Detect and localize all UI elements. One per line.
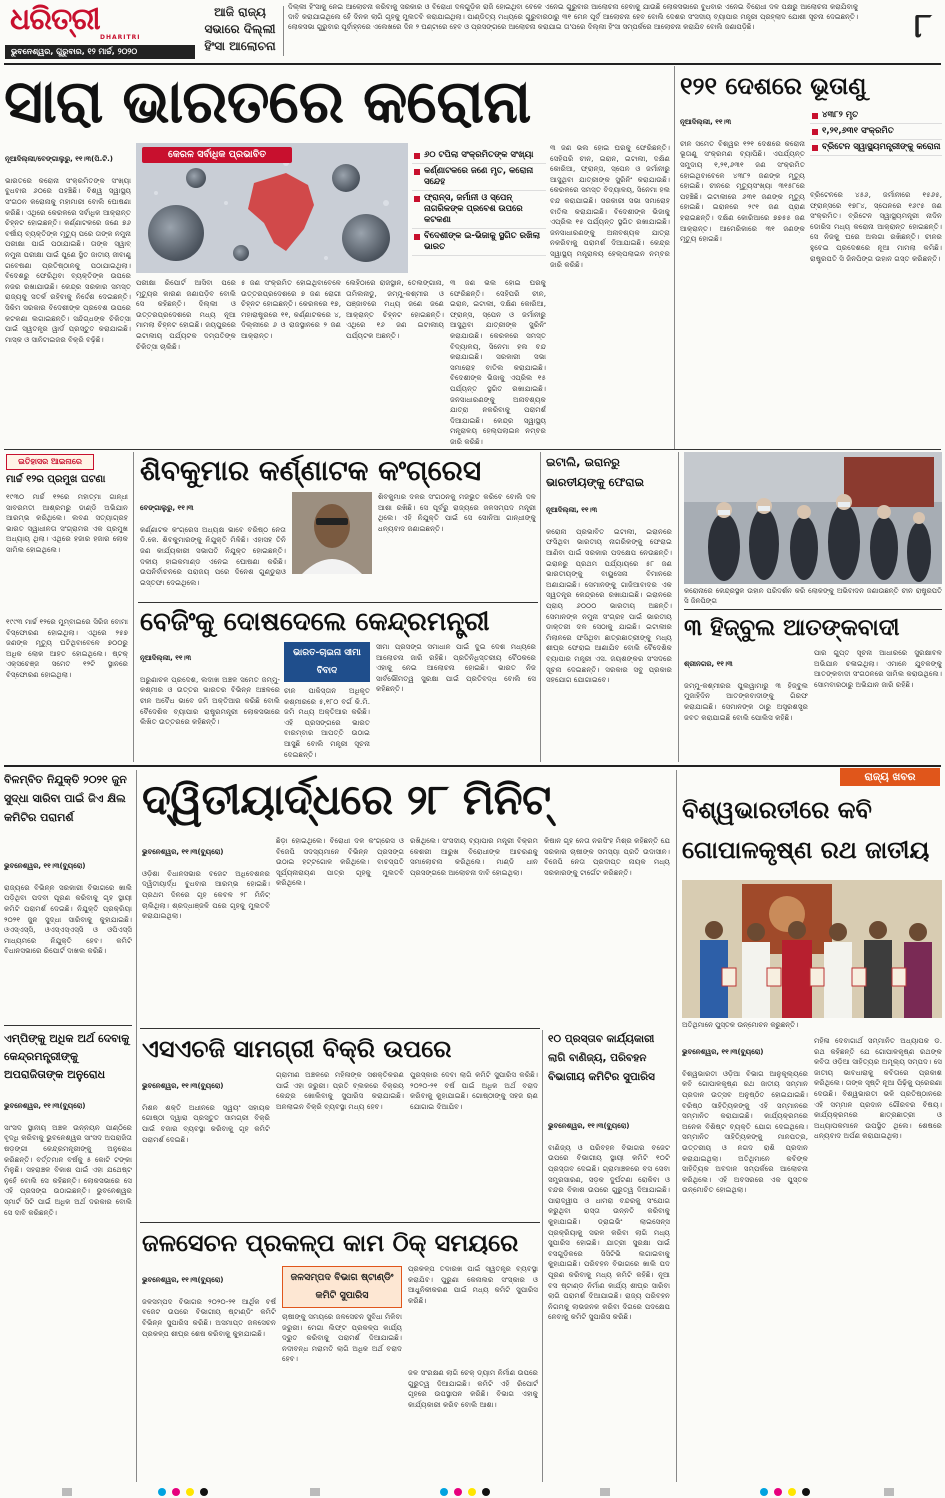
irrigation-headline: ଜଳସେଚନ ପ୍ରକଳ୍ପ କାମ ଠିକ୍ ସମୟରେ bbox=[142, 1229, 519, 1257]
world-bullet: ୧,୨୧,୬୩୧ ସଂକ୍ରମିତ bbox=[810, 124, 942, 140]
mps-text-body: ସାଂସଦ ସ୍ଥାନୀୟ ଅଞ୍ଚଳ ଉନ୍ନୟନ ପାଣ୍ଠିରେ ବୃଦ୍ଧି କରିବାକୁ ଭୁବନେଶ୍ୱର ସାଂସଦ ଅପରାଜିତା ଷଡ଼ଙ୍ଗୀ କେନ୍ଦ୍ରମନ୍ତ୍ରୀଙ୍କୁ ଅନୁରୋଧ କରିଛନ୍ତି। ବର୍ତ୍ତମାନ ବର୍ଷକୁ ୫ କୋଟି ଟଙ୍କା ମିଳୁଛି। ସହରାଞ୍ଚଳ ବିକାଶ ପାଇଁ ଏହା ଯଥେଷ୍ଟ ନୁହେଁ ବୋଲି ସେ କହିଛନ୍ତି। ଲୋକସଭାରେ ସେ ଏହି ପ୍ରସଙ୍ଗ ଉଠାଇଛନ୍ତି। ଭୁବନେଶ୍ୱର ସ୍ମାର୍ଟ ସିଟି ପାଇଁ ଅଧିକ ଅର୍ଥ ଦରକାର ବୋଲି ସେ ଦାବି କରିଛନ୍ତି। bbox=[4, 1122, 132, 1217]
masthead-logo: ଧରିତ୍ରୀ bbox=[10, 2, 100, 37]
beijing-col-1-text: ଅରୁଣାଚଳ ପ୍ରଦେଶ, ଲଦାଖ ଅଞ୍ଚଳ ସମେତ ଜମ୍ମୁ-କଶ୍ମୀର ଓ ଉତ୍ତର ଭାରତର ବିଭିନ୍ନ ଅଞ୍ଚଳରେ ଚୀନ ଅବୈଧ ଭାବେ ଜମି ଅକ୍ତିଆର କରିଛି ବୋଲି ବୈଦେଶିକ ବ୍ୟାପାର ରାଷ୍ଟ୍ରମନ୍ତ୍ରୀ ଲୋକସଭାରେ ଲିଖିତ ଉତ୍ତରରେ କହିଛନ୍ତି। bbox=[140, 674, 280, 727]
assembly-dateline: ଭୁବନେଶ୍ୱର, ୧୧।୩(ବ୍ୟୁରୋ) bbox=[142, 847, 224, 856]
proposal-dateline: ଭୁବନେଶ୍ୱର, ୧୧।୩(ବ୍ୟୁରୋ) bbox=[548, 1121, 630, 1130]
award-col-1 bbox=[682, 1036, 808, 1482]
shivakumar-headline: ଶିବକୁମାର କର୍ଣ୍ଣାଟକ କଂଗ୍ରେସ bbox=[140, 454, 482, 487]
masthead bbox=[0, 0, 945, 62]
hizbul-col-2: ପାର ଗୁପ୍ତ ସୂଚନା ଆଧାରରେ ସୁରକ୍ଷାବଳ ଅଭିଯାନ ଚଳାଇଥିଲା। ଏମାନେ ଯୁବକଙ୍କୁ ଆତଙ୍କବାଦୀ ସଂଗଠନରେ ସାମିଲ କରାଉଥିଲେ। ସୋମବାରଠାରୁ ଅଭିଯାନ ଜାରି ରହିଛି। bbox=[814, 648, 942, 689]
iran-headline: ଇଟାଲି, ଇରାନରୁ ଭାରତୀୟଙ୍କୁ ଫେରାଇ bbox=[546, 455, 645, 489]
hizbul-dateline: ଶ୍ରୀନଗର, ୧୧।୩ bbox=[684, 659, 733, 668]
world-col-2: ବ୍ରିଟେନରେ ୪୫୬, ଜର୍ମାନୀରେ ୧୫୬୫, ଫ୍ରାନ୍ସରେ ୧୭୮୪, ସ୍ପେନରେ ୧୬୯୫ ଜଣ ସଂକ୍ରମିତ। ବ୍ରିଟେନ ସ୍ୱାସ୍ଥ୍ୟମନ୍ତ୍ରୀ ନାଦିନ ଡୋରିସ ମଧ୍ୟ କରୋନା ଆକ୍ରାନ୍ତ ହୋଇଛନ୍ତି। ସେ ନିଜକୁ ଘରେ ଅଲଗା ରଖିଛନ୍ତି। ଚୀନର ହୁବେଇ ପ୍ରଦେଶରେ ନୂଆ ମାମଲା କମିଛି। ରାଷ୍ଟ୍ରପତି ସି ଜିନପିଙ୍ଗ ଉହାନ ଗସ୍ତ କରିଛନ୍ତି। bbox=[810, 190, 942, 263]
shg-headline: ଏସଏଚଜି ସାମଗ୍ରୀ ବିକ୍ରି ଉପରେ bbox=[142, 1035, 452, 1063]
crowd-photo-icon bbox=[684, 452, 942, 584]
shivakumar-col-1-text: କର୍ଣ୍ଣାଟକ କଂଗ୍ରେସ ଅଧ୍ୟକ୍ଷ ଭାବେ ବରିଷ୍ଠ ନେତା ଡି.କେ. ଶିବକୁମାରଙ୍କୁ ନିଯୁକ୍ତି ମିଳିଛି। ଏହାସହ ତିନି ଜଣ କାର୍ଯ୍ୟକାରୀ ସଭାପତି ନିଯୁକ୍ତ ହୋଇଛନ୍ତି। ଦଳୀୟ ହାଇକମାଣ୍ଡ ଏନେଇ ଘୋଷଣା କରିଛି। ଉପନିର୍ବାଚନରେ ପରାଜୟ ପରେ ଦିନେଶ ଗୁଣ୍ଡୁରାଓ ଇସ୍ତଫା ଦେଇଥିଲେ। bbox=[140, 524, 286, 587]
irrigation-col-1-text: ଜଳସମ୍ପଦ ବିଭାଗର ୨୦୨୦-୨୧ ଆର୍ଥିକ ବର୍ଷ ବଜେଟ ଉପରେ ବିଭାଗୀୟ ଷ୍ଟାଣ୍ଡିଂ କମିଟି ବିଭିନ୍ନ ସୁପାରିସ କରିଛି। ଅସମାପ୍ତ ଜଳସେଚନ ପ୍ରକଳ୍ପ ଶୀଘ୍ର ଶେଷ କରିବାକୁ କୁହାଯାଇଛି। bbox=[142, 1296, 276, 1338]
shg-col-1 bbox=[142, 1070, 270, 1220]
irrigation-col-2: ଚାଷୀଙ୍କୁ ସମୟରେ ଜଳସେଚନ ସୁବିଧା ମିଳିବା ଜରୁରୀ। ମେଗା ଲିଫ୍ଟ ପ୍ରକଳ୍ପ କାର୍ଯ୍ୟ ଦ୍ରୁତ କରିବାକୁ ପରାମର୍ଶ ଦିଆଯାଇଛି। ନଦୀବନ୍ଧ ମରାମତି ଲାଗି ଅଧିକ ଅର୍ଥ ବରାଦ ହେବ। bbox=[282, 1312, 402, 1364]
beijing-col-3: ସୀମା ପ୍ରସଙ୍ଗ ସମାଧାନ ପାଇଁ ଦୁଇ ଦେଶ ମଧ୍ୟରେ ଆଲୋଚନା ଜାରି ରହିଛି। ପ୍ରତିନିଧିସ୍ତରୀୟ ବୈଠକରେ ଏହାକୁ ନେଇ ଆଲୋଚନା ହୋଇଛି। ଭାରତ ନିଜ ସାର୍ବଭୌମତ୍ୱ ସୁରକ୍ଷା ପାଇଁ ପ୍ରତିବଦ୍ଧ ବୋଲି ସେ କହିଛନ୍ତି। bbox=[376, 642, 536, 694]
teaser-title: ଆଜି ରାଜ୍ୟ ସଭାରେ ଦିଲ୍ଲୀ ହିଂସା ଆଲୋଚନା bbox=[204, 5, 276, 53]
shg-col-1-text: ମିଶନ ଶକ୍ତି ଅଧୀନରେ ସ୍ୱୟଂ ସହାୟକ ଗୋଷ୍ଠୀ ଦ୍ୱାରା ପ୍ରସ୍ତୁତ ସାମଗ୍ରୀ ବିକ୍ରି ପାଇଁ ବଜାର ବ୍ୟବସ୍ଥା କରିବାକୁ ଗୃହ କମିଟି ପରାମର୍ଶ ଦେଇଛି। bbox=[142, 1102, 270, 1144]
wuhan-photo-caption: କରୋନାରେ କେନ୍ଦ୍ରସ୍ଥଳ ଉହାନ ପରିଦର୍ଶନ କରି ଲୋକଙ୍କୁ ଅଭିବାଦନ ଜଣାଉଛନ୍ତି ଚୀନ ରାଷ୍ଟ୍ରପତି ସି ଜିନପିଙ୍ଗ bbox=[684, 587, 942, 605]
assembly-col-1-text: ଓଡ଼ିଶା ବିଧାନସଭାର ବଜେଟ ଅଧିବେଶନର ଦ୍ୱିତୀୟାର୍ଦ୍ଧ ବୁଧବାର ଆରମ୍ଭ ହୋଇଛି। ପ୍ରଥମ ଦିନରେ ଗୃହ କେବଳ ୨୮ ମିନିଟ୍ ଚାଲିଥିଲା। ଶ୍ରଦ୍ଧାଞ୍ଜଳି ପରେ ଗୃହକୁ ମୁଲତବି କରାଯାଇଥିଲା। bbox=[142, 868, 270, 921]
lead-bullet: ବିଦେଶୀଙ୍କ ଇ-ଭିଜାକୁ ସ୍ଥଗିତ ରଖିଲା ଭାରତ bbox=[412, 229, 546, 256]
beijing-headline: ବେଜିଂକୁ ଦୋଷଦେଲେ କେନ୍ଦ୍ରମନ୍ତ୍ରୀ bbox=[140, 607, 490, 637]
world-col-1 bbox=[680, 106, 805, 446]
proposal-headline: ୧୦ ପ୍ରସ୍ତାବ କାର୍ଯ୍ୟକାରୀ ଲାଗି ବାଣିଜ୍ୟ, ପରିବହନ ବିଭାଗୀୟ କମିଟିର ସୁପାରିସ bbox=[548, 1033, 655, 1083]
assembly-col-3: ରଖିଥିଲେ। ସଂସଦୀୟ ବ୍ୟାପାର ମନ୍ତ୍ରୀ ବିକ୍ରମ କେଶରୀ ଆରୁଖ ବିରୋଧୀଙ୍କ ଆଚରଣକୁ ସମାଲୋଚନା କରିଥିଲେ। ମାଣ୍ଡି ଧାନ ପ୍ରସଙ୍ଗରେ ଆଲୋଚନା ଦାବି ହୋଇଥିଲା। bbox=[410, 836, 538, 877]
beijing-tag: ଭାରତ-ଚାଇନା ସୀମା ବିବାଦ bbox=[284, 642, 370, 682]
lead-bullet: ଫ୍ରାନ୍ସ, ଜର୍ମାନୀ ଓ ସ୍ପେନ୍ ନାଗରିକଙ୍କ ପ୍ରବେଶ ଉପରେ କଟକଣା bbox=[412, 191, 546, 229]
lead-col-1 bbox=[5, 143, 131, 446]
print-registration-marks bbox=[0, 1486, 945, 1498]
lead-col-2: ପରୀକ୍ଷା ରିପୋର୍ଟ ଆସିବା ପରେ ମୃତ୍ୟୁର କାରଣ ଜଣାପଡ଼ିବ ବୋଲି ସେ କହିଛନ୍ତି। ଦିଲ୍ଲୀ ଓ ଉତ୍ତରପ୍ରଦେଶରେ ମଧ୍ୟ ନୂଆ ମାମଲା ଚିହ୍ନଟ ହୋଇଛି। ଜୟପୁରରେ ଇଟାଲୀୟ ପର୍ଯ୍ୟଟକ ଦମ୍ପତିଙ୍କ ଚିକିତ୍ସା ଚାଲିଛି। bbox=[136, 278, 236, 351]
world-col-1-text: ଚୀନ ସମେତ ବିଶ୍ୱର ୧୨୧ ଦେଶରେ କରୋନା ଭୂତାଣୁ ସଂକ୍ରମଣ ବ୍ୟାପିଛି। ଏପର୍ଯ୍ୟନ୍ତ ସମୁଦାୟ ୧,୨୧,୬୩୧ ଜଣ ସଂକ୍ରମିତ ହୋଇଥିବାବେଳେ ୪୩୮୨ ଜଣଙ୍କ ମୃତ୍ୟୁ ହୋଇଛି। ଚୀନରେ ମୃତ୍ୟୁସଂଖ୍ୟା ୩୧୫୮ରେ ପହଞ୍ଚିଛି। ଇଟାଲୀରେ ୬୩୧ ଜଣଙ୍କ ମୃତ୍ୟୁ ହୋଇଛି। ଇରାନରେ ୨୯୧ ଜଣ ପ୍ରାଣ ହରାଇଛନ୍ତି। ଦକ୍ଷିଣ କୋରିଆରେ ୭୭୫୫ ଜଣ ଆକ୍ରାନ୍ତ। ଆମେରିକାରେ ୩୧ ଜଣଙ୍କ ମୃତ୍ୟୁ ହୋଇଛି। bbox=[680, 138, 805, 244]
lead-col-1-text: ଭାରତରେ କରୋନା ସଂକ୍ରମିତଙ୍କ ସଂଖ୍ୟା ବୁଧବାର ୬୦ରେ ପହଞ୍ଚିଛି। ବିଶ୍ୱ ସ୍ୱାସ୍ଥ୍ୟ ସଂଗଠନ କରୋନାକୁ ମହାମାରୀ ବୋଲି ଘୋଷଣା କରିଛି। ଏଥିରେ କେରଳରେ ସର୍ବାଧିକ ଆକ୍ରାନ୍ତ ଚିହ୍ନଟ ହୋଇଛନ୍ତି। କର୍ଣ୍ଣାଟକରେ ଜଣେ ୭୬ ବର୍ଷୀୟ ବ୍ୟକ୍ତିଙ୍କ ମୃତ୍ୟୁ ପରେ ତାଙ୍କ ନମୁନା ପରୀକ୍ଷା ପାଇଁ ପଠାଯାଇଛି। ତାଙ୍କ ସ୍ୱାବ୍ ନମୁନା ପରୀକ୍ଷା ପାଇଁ ପୁଣେ ସ୍ଥିତ ଜାତୀୟ ଜୀବାଣୁ ଗବେଷଣା ପ୍ରତିଷ୍ଠାନକୁ ପଠାଯାଇଥିଲା। ବିଦେଶରୁ ଫେରିଥିବା ବ୍ୟକ୍ତିଙ୍କ ଉପରେ ନଜର ରଖାଯାଉଛି। କେନ୍ଦ୍ର ସରକାର ସମସ୍ତ ରାଜ୍ୟକୁ ସତର୍କ ରହିବାକୁ ନିର୍ଦ୍ଦେଶ ଦେଇଛନ୍ତି। ସିକିମ ସରକାର ବିଦେଶୀଙ୍କ ପ୍ରବେଶ ଉପରେ କଟକଣା ଲଗାଇଛନ୍ତି। ସନ୍ଦିଗ୍ଧଙ୍କ ଚିକିତ୍ସା ପାଇଁ ସ୍ୱତନ୍ତ୍ର ୱାର୍ଡ ପ୍ରସ୍ତୁତ କରାଯାଇଛି। ମାସ୍କ ଓ ସାନିଟାଇଜର ବିକ୍ରି ବଢ଼ିଛି। bbox=[5, 175, 131, 344]
lead-col-5: ୩ ଜଣ ଭଲ ହୋଇ ଘରକୁ ଫେରିଛନ୍ତି। ସେହିପରି ଚୀନ, ଇରାନ, ଇଟାଲୀ, ଦକ୍ଷିଣ କୋରିଆ, ଫ୍ରାନ୍ସ, ସ୍ପେନ ଓ ଜର୍ମାନୀରୁ ଆସୁଥିବା ଯାତ୍ରୀଙ୍କ ସ୍କ୍ରିନିଂ କରାଯାଉଛି। କେରଳରେ ସମସ୍ତ ବିଦ୍ୟାଳୟ, ସିନେମା ହଲ ବନ୍ଦ କରାଯାଇଛି। ସରକାରୀ ସଭା ସମାରୋହ ବାତିଲ କରାଯାଇଛି। ବିଦେଶୀଙ୍କ ଭିଜାକୁ ଏପ୍ରିଲ ୧୫ ପର୍ଯ୍ୟନ୍ତ ସ୍ଥଗିତ ରଖାଯାଇଛି। ଜନସାଧାରଣଙ୍କୁ ଅନାବଶ୍ୟକ ଯାତ୍ରା ନକରିବାକୁ ପରାମର୍ଶ ଦିଆଯାଇଛି। କେନ୍ଦ୍ର ସ୍ୱାସ୍ଥ୍ୟ ମନ୍ତ୍ରାଳୟ ହେଲ୍ପଲାଇନ ନମ୍ବର ଜାରି କରିଛି। bbox=[550, 143, 670, 269]
masthead-dateline: ଭୁବନେଶ୍ୱର, ଗୁରୁବାର, ୧୨ ମାର୍ଚ୍ଚ, ୨୦୨୦ bbox=[5, 45, 195, 59]
recruitment-text-body: ରାଜ୍ୟରେ ବିଭିନ୍ନ ସରକାରୀ ବିଭାଗରେ ଖାଲି ପଡ଼ିଥିବା ପଦବୀ ପୂରଣ କରିବାକୁ ଗୃହ ସ୍ଥାୟୀ କମିଟି ପରାମର୍ଶ ଦେଇଛି। ନିଯୁକ୍ତି ପ୍ରକ୍ରିୟା ୨୦୨୧ ଜୁନ ସୁଦ୍ଧା ସାରିବାକୁ କୁହାଯାଇଛି। ଓଏସ୍‌ଏସ୍‌ସି, ଓଏସ୍‌ଏସ୍‌ଏସ୍‌ସି ଓ ଓପିଏସ୍‌ସି ମାଧ୍ୟମରେ ନିଯୁକ୍ତି ହେବ। କମିଟି ବିଧାନସଭାରେ ରିପୋର୍ଟ ଦାଖଲ କରିଛି। bbox=[4, 882, 132, 956]
lead-col-4: ଲେହିଠାରେ ରାଜସ୍ଥାନ, ତେଲଙ୍ଗାନା, ତାମିଲନାଡୁ, ଜମ୍ମୁ-କଶ୍ମୀର ଓ ପଞ୍ଜାବରେ ମଧ୍ୟ ଜଣେ ଜଣେ ଆକ୍ରାନ୍ତ ଚିହ୍ନଟ ହୋଇଛନ୍ତି। ଏଥିରେ ୧୬ ଜଣ ଇଟାଲୀୟ ପର୍ଯ୍ୟଟକ ଅଛନ୍ତି। bbox=[346, 278, 444, 340]
wuhan-photo bbox=[684, 452, 942, 584]
hizbul-headline: ୩ ହିଜ୍‌ବୁଲ ଆତଙ୍କବାଦୀ bbox=[684, 615, 900, 641]
award-col-2: ମହିଳା ଦେବାଗାର୍ଥ ସମ୍ମାନିତ ଅଧ୍ୟାପକ ଡ. ରଥ କହିଛନ୍ତି ଯେ ଗୋପାଳକୃଷ୍ଣ ରଥଙ୍କ କବିତା ଓଡ଼ିଆ ସାହିତ୍ୟର ଅମୂଲ୍ୟ ସମ୍ପଦ। ସେ ଜାତୀୟ ଭାବଧାରାକୁ କବିତାରେ ପ୍ରକାଶ କରିଥିଲେ। ତାଙ୍କ ସୃଷ୍ଟି ନୂଆ ପିଢ଼ିକୁ ପ୍ରେରଣା ଦେଉଛି। ବିଶ୍ୱଭାରତୀ ଭଳି ପ୍ରତିଷ୍ଠାନରେ ଏହି ସମ୍ମାନ ପ୍ରଦାନ ଗୌରବର ବିଷୟ। କାର୍ଯ୍ୟକ୍ରମରେ ଛାତ୍ରଛାତ୍ରୀ ଓ ଅଧ୍ୟାପକମାନେ ଉପସ୍ଥିତ ଥିଲେ। ଶେଷରେ ଧନ୍ୟବାଦ ଅର୍ପଣ କରାଯାଇଥିଲା। bbox=[814, 1036, 942, 1141]
history-item: ୧୯୯୩ ମାର୍ଚ୍ଚ ୧୨ରେ ମୁମ୍ବାଇରେ ସିରିଜ ବୋମା ବିସ୍ଫୋରଣ ହୋଇଥିଲା। ଏଥିରେ ୨୫୭ ଜଣଙ୍କ ମୃତ୍ୟୁ ଘଟିଥିବାବେଳେ ୭୦୦ରୁ ଅଧିକ ଲୋକ ଆହତ ହୋଇଥିଲେ। ଷ୍ଟକ୍ ଏକ୍ସଚେଞ୍ଜ ସମେତ ୧୨ଟି ସ୍ଥାନରେ ବିସ୍ଫୋରଣ ହୋଇଥିଲା। bbox=[6, 617, 128, 679]
shivakumar-dateline: ବେଙ୍ଗାଲୁରୁ, ୧୧।୩ bbox=[140, 503, 194, 512]
mps-text bbox=[4, 1090, 132, 1482]
history-box bbox=[4, 452, 130, 762]
world-headline: ୧୨୧ ଦେଶରେ ଭୂତାଣୁ bbox=[680, 72, 867, 100]
teaser-text: ଦିଲ୍ଲୀ ହିଂସାକୁ ନେଇ ଆଲୋଚନା କରିବାକୁ ସରକାର ଓ ବିରୋଧୀ ଦଳଗୁଡ଼ିକ ରାଜି ହୋଇଥିବା ବେଳେ ଏନେଇ ଗୁରୁବାର ଆଲୋଚନା ହେବାକୁ ଯାଉଛି ଲୋକସଭାରେ ବୁଧବାର ଏନେଇ ବିରୋଧୀ ଦଳ ପକ୍ଷରୁ ଆଲୋଚନା କରାଯିବାକୁ ଦାବି କରାଯାଇଥିଲେ ହେଁ ଦିନକ ଲାଗି ଗୃହକୁ ମୁଲତବି କରାଯାଇଥିଲା। ପାଣ୍ଡିତ୍ୟ ମଧ୍ୟରେ ଗୁରୁବାରଠାରୁ ୩୧ ମେନ ପୂର୍ବ ଆଲୋଚନା ହେବ ବୋଲି ଦେଶର ସଂସଦୀୟ ବ୍ୟାପାର ମନ୍ତ୍ରୀ ପ୍ରହ୍ଲାଦ ଯୋଶୀ ସୂଚନା ଦେଇଛନ୍ତି। ଲୋକସଭା ଗୁରୁବାର ପୂର୍ବାହ୍ନରେ ଏଲେଖରେ ଦିନ ୨ ଘଣ୍ଟାରେ ହେବ ଓ ପ୍ରସଙ୍ଗରେ ଆଲୋଚନା କରାଯାଇ ତା'ପରେ ଦିଲ୍ଲୀ ହିଂସା ସମ୍ପର୍କରେ ଆଲୋଚନା କରାଯିବ ବୋଲି ଜଣାପଡ଼ିଛି। bbox=[288, 3, 858, 31]
world-dateline: ନୂଆଦିଲ୍ଲୀ, ୧୧।୩ bbox=[680, 117, 732, 126]
lead-col-3: ୫ ଜଣ ସଂକ୍ରମିତ ହୋଇଥିବାବେଳେ ଉତ୍ତରପ୍ରଦେଶରେ ୭ ଜଣ ରୋଗୀ ଚିହ୍ନଟ ହୋଇଛନ୍ତି। କେରଳରେ ୧୭, ମହାରାଷ୍ଟ୍ରରେ ୧୧, କର୍ଣ୍ଣାଟକରେ ୪, ଦିଲ୍ଲୀରେ ୬ ଓ ରାଜସ୍ଥାନରେ ୨ ଜଣ ଆକ୍ରାନ୍ତ। bbox=[241, 278, 341, 340]
recruitment-text bbox=[4, 850, 132, 1022]
world-bullet: ୪୩୮୨ ମୃତ bbox=[810, 108, 942, 124]
award-ceremony-photo-icon bbox=[682, 880, 942, 1018]
lead-headline: ସାରା ଭାରତରେ କରୋନା bbox=[4, 67, 531, 137]
page-number: ୮ bbox=[914, 6, 932, 46]
history-title: ମାର୍ଚ୍ଚ ୧୨ର ପ୍ରମୁଖ ଘଟଣା bbox=[6, 474, 106, 485]
recruitment-headline: ବିଳମ୍ବିତ ନିଯୁକ୍ତି ୨୦୨୧ ଜୁନ ସୁଦ୍ଧା ସାରିବା ପାଇଁ ଜିଏ କ୍ଷିଲ କମିଟିର ପରାମର୍ଶ bbox=[4, 773, 127, 824]
assembly-col-4: କିଷାନ ଗୃହ ନେତା ନରସିଂହ ମିଶ୍ର କହିଛନ୍ତି ଯେ ସରକାର ଚାଷୀଙ୍କ ସମସ୍ୟା ପ୍ରତି ଉଦାସୀନ। ବିଜେପି ନେତା ପ୍ରଦୀପ୍ତ ନାୟକ ମଧ୍ୟ ସରକାରଙ୍କୁ ଟାର୍ଗେଟ କରିଛନ୍ତି। bbox=[544, 836, 670, 877]
iran-dateline: ନୂଆଦିଲ୍ଲୀ, ୧୧।୩ bbox=[546, 505, 598, 514]
iran-text-body: କରୋନା ପ୍ରଭାବିତ ଇଟାଲୀ, ଇରାନରେ ଫସିଥିବା ଭାରତୀୟ ନାଗରିକଙ୍କୁ ଫେରାଇ ଆଣିବା ପାଇଁ ସରକାର ପଦକ୍ଷେପ ନେଉଛନ୍ତି। ଇରାନରୁ ପ୍ରଥମ ପର୍ଯ୍ୟାୟରେ ୫୮ ଜଣ ଭାରତୀୟଙ୍କୁ ବାୟୁସେନା ବିମାନରେ ଅଣାଯାଇଛି। ସେମାନଙ୍କୁ ଗାଜିଆବାଦର ଏକ ସ୍ୱତନ୍ତ୍ର କେନ୍ଦ୍ରରେ ରଖାଯାଇଛି। ଇରାନରେ ପ୍ରାୟ ୬୦୦୦ ଭାରତୀୟ ଅଛନ୍ତି। ସେମାନଙ୍କ ନମୁନା ସଂଗ୍ରହ ପାଇଁ ଭାରତୀୟ ଡାକ୍ତରୀ ଦଳ ସେଠାକୁ ଯାଇଛି। ଇଟାଲୀର ମିଲାନରେ ଫସିଥିବା ଛାତ୍ରଛାତ୍ରୀଙ୍କୁ ମଧ୍ୟ ଶୀଘ୍ର ଫେରାଇ ଆଣାଯିବ ବୋଲି ବୈଦେଶିକ ବ୍ୟାପାର ମନ୍ତ୍ରୀ ଏସ. ଜୟଶଙ୍କର ସଂସଦରେ ସୂଚନା ଦେଇଛନ୍ତି। ସରକାର ସବୁ ପ୍ରକାର ସହଯୋଗ ଯୋଗାଇବେ। bbox=[546, 526, 672, 685]
lead-dateline: ନୂଆଦିଲ୍ଲୀ/ବେଙ୍ଗାଲୁରୁ, ୧୧।୩(ପି.ଟି.) bbox=[5, 154, 113, 163]
hizbul-col-1-text: ଜମ୍ମୁ-କଶ୍ମୀରର ପୁଲୱାମାରୁ ୩ ହିଜ୍‌ବୁଲ ମୁଜାହିଦିନ ଆତଙ୍କବାଦୀଙ୍କୁ ଗିରଫ କରାଯାଇଛି। ସେମାନଙ୍କ ଠାରୁ ଅସ୍ତ୍ରଶସ୍ତ୍ର ଜବତ କରାଯାଇଛି ବୋଲି ପୋଲିସ କହିଛି। bbox=[684, 680, 808, 722]
lead-bullet: କର୍ଣ୍ଣାଟକରେ ଜଣେ ମୃତ, କରୋନା ସନ୍ଦେହ bbox=[412, 164, 546, 191]
portrait-icon bbox=[292, 492, 372, 574]
assembly-col-1 bbox=[142, 836, 270, 1026]
shg-col-2: ଗ୍ରାମୀଣ ଅଞ୍ଚଳରେ ମହିଳାଙ୍କ ସଶକ୍ତିକରଣ ପାଇଁ ଏହା ଜରୁରୀ। ପ୍ରତି ବ୍ଲକରେ ବିକ୍ରୟ କେନ୍ଦ୍ର ଖୋଲିବାକୁ ସୁପାରିସ କରାଯାଇଛି। ଅନଲାଇନ ବିକ୍ରି ବ୍ୟବସ୍ଥା ମଧ୍ୟ ହେବ। bbox=[276, 1070, 404, 1111]
lead-bullet: ୬୦ ଟପିଲା ସଂକ୍ରମିତଙ୍କ ସଂଖ୍ୟା bbox=[412, 148, 546, 164]
award-headline: ବିଶ୍ୱଭାରତୀରେ କବି ଗୋପାଳକୃଷ୍ଣ ରଥ ଜାତୀୟ bbox=[682, 796, 930, 864]
history-section: ଇତିହାସର ଆଇନାରେ bbox=[6, 454, 94, 470]
proposal-text bbox=[548, 1110, 670, 1482]
masthead-logo-sub: DHARITRI bbox=[100, 34, 141, 41]
mps-headline: ଏମ୍‌ପିଙ୍କୁ ଅଧିକ ଅର୍ଥ ଦେବାକୁ କେନ୍ଦ୍ରମନ୍ତ୍ରୀଙ୍କୁ ଅପରାଜିତାଙ୍କ ଅନୁରୋଧ bbox=[4, 1032, 130, 1081]
corona-graphic bbox=[136, 143, 408, 273]
corona-graphic-title: କେରଳ ସର୍ବାଧିକ ପ୍ରଭାବିତ bbox=[142, 147, 292, 163]
award-col-1-text: ବିଶ୍ୱଭାରତୀ ଓଡ଼ିଆ ବିଭାଗ ଆନୁକୂଲ୍ୟରେ କବି ଗୋପାଳକୃଷ୍ଣ ରଥ ଜାତୀୟ ସମ୍ମାନ ପ୍ରଦାନ ଉତ୍ସବ ଅନୁଷ୍ଠିତ ହୋଇଯାଇଛି। ବରିଷ୍ଠ ସାହିତ୍ୟିକଙ୍କୁ ଏହି ସମ୍ମାନରେ ସମ୍ମାନିତ କରାଯାଇଛି। କାର୍ଯ୍ୟକ୍ରମରେ ଅନେକ ବିଶିଷ୍ଟ ବ୍ୟକ୍ତି ଯୋଗ ଦେଇଥିଲେ। ସମ୍ମାନିତ ସାହିତ୍ୟିକଙ୍କୁ ମାନପତ୍ର, ଉତ୍ତରୀୟ ଓ ନଗଦ ରାଶି ପ୍ରଦାନ କରାଯାଇଥିଲା। ଅତିଥିମାନେ କବିଙ୍କ ସାହିତ୍ୟିକ ଅବଦାନ ସମ୍ପର୍କରେ ଆଲୋଚନା କରିଥିଲେ। ଏହି ଅବସରରେ ଏକ ପୁସ୍ତକ ଉନ୍ମୋଚିତ ହୋଇଥିଲା। bbox=[682, 1068, 808, 1195]
proposal-text-body: ବାଣିଜ୍ୟ ଓ ପରିବହନ ବିଭାଗର ବଜେଟ ଉପରେ ବିଭାଗୀୟ ସ୍ଥାୟୀ କମିଟି ୧୦ଟି ପ୍ରସ୍ତାବ ଦେଇଛି। ଗ୍ରାମାଞ୍ଚଳରେ ବସ ସେବା ସମ୍ପ୍ରସାରଣ, ସଡ଼କ ଦୁର୍ଘଟଣା ରୋକିବା ଓ ବନ୍ଦର ବିକାଶ ଉପରେ ଗୁରୁତ୍ୱ ଦିଆଯାଇଛି। ପାରାଦ୍ୱୀପ ଓ ଧାମରା ବନ୍ଦରକୁ ସଂଯୋଗ କରୁଥିବା ରାସ୍ତା ଉନ୍ନତି କରିବାକୁ କୁହାଯାଇଛି। ଡ୍ରାଇଭିଂ ଲାଇସେନ୍ସ ପ୍ରକ୍ରିୟାକୁ ସରଳ କରିବା ଲାଗି ମଧ୍ୟ ସୁପାରିସ ହୋଇଛି। ଯାତ୍ରୀ ସୁରକ୍ଷା ପାଇଁ ବସଗୁଡ଼ିକରେ ସିସିଟିଭି ଲଗାଇବାକୁ କୁହାଯାଇଛି। ପରିବହନ ବିଭାଗରେ ଖାଲି ପଦ ପୂରଣ କରିବାକୁ ମଧ୍ୟ କମିଟି କହିଛି। ନୂଆ ବସ ଷ୍ଟାଣ୍ଡ ନିର୍ମାଣ କାର୍ଯ୍ୟ ଶୀଘ୍ର ସାରିବା ଲାଗି ପରାମର୍ଶ ଦିଆଯାଇଛି। ରାଜ୍ୟ ପରିବହନ ନିଗମକୁ ଲାଭଜନକ କରିବା ଦିଗରେ ପଦକ୍ଷେପ ନେବାକୁ କମିଟି ସୁପାରିସ କରିଛି। bbox=[548, 1142, 670, 1322]
award-photo-caption: ଅତିଥିମାନେ ପୁସ୍ତକ ଉନ୍ମୋଚନ କରୁଛନ୍ତି। bbox=[682, 1021, 799, 1029]
beijing-dateline: ନୂଆଦିଲ୍ଲୀ, ୧୧।୩ bbox=[140, 653, 192, 662]
irrigation-col-1 bbox=[142, 1264, 276, 1482]
shivakumar-photo bbox=[292, 492, 372, 574]
shg-dateline: ଭୁବନେଶ୍ୱର, ୧୧।୩(ବ୍ୟୁରୋ) bbox=[142, 1081, 224, 1090]
lead-col-6: ୩ ଜଣ ଭଲ ହୋଇ ଘରକୁ ଫେରିଛନ୍ତି। ସେହିପରି ଚୀନ, ଇରାନ, ଇଟାଲୀ, ଦକ୍ଷିଣ କୋରିଆ, ଫ୍ରାନ୍ସ, ସ୍ପେନ ଓ ଜର୍ମାନୀରୁ ଆସୁଥିବା ଯାତ୍ରୀଙ୍କ ସ୍କ୍ରିନିଂ କରାଯାଉଛି। କେରଳରେ ସମସ୍ତ ବିଦ୍ୟାଳୟ, ସିନେମା ହଲ ବନ୍ଦ କରାଯାଇଛି। ସରକାରୀ ସଭା ସମାରୋହ ବାତିଲ କରାଯାଇଛି। ବିଦେଶୀଙ୍କ ଭିଜାକୁ ଏପ୍ରିଲ ୧୫ ପର୍ଯ୍ୟନ୍ତ ସ୍ଥଗିତ ରଖାଯାଇଛି। ଜନସାଧାରଣଙ୍କୁ ଅନାବଶ୍ୟକ ଯାତ୍ରା ନକରିବାକୁ ପରାମର୍ଶ ଦିଆଯାଇଛି। କେନ୍ଦ୍ର ସ୍ୱାସ୍ଥ୍ୟ ମନ୍ତ୍ରାଳୟ ହେଲ୍ପଲାଇନ ନମ୍ବର ଜାରି କରିଛି। bbox=[450, 278, 546, 446]
irrigation-col-3: ପ୍ରକଳ୍ପ ତଦାରଖ ପାଇଁ ସ୍ୱତନ୍ତ୍ର ବ୍ୟବସ୍ଥା କରାଯିବ। ପୁରୁଣା କେନାଲର ସଂସ୍କାର ଓ ଆଧୁନିକୀକରଣ ପାଇଁ ମଧ୍ୟ କମିଟି ସୁପାରିସ କରିଛି। bbox=[408, 1264, 538, 1305]
assembly-headline: ଦ୍ୱିତୀୟାର୍ଦ୍ଧରେ ୨୮ ମିନିଟ୍ bbox=[142, 775, 551, 824]
recruitment-dateline: ଭୁବନେଶ୍ୱର, ୧୧।୩(ବ୍ୟୁରୋ) bbox=[4, 861, 86, 870]
irrigation-col-4: ଜଳ ସଂରକ୍ଷଣ ଲାଗି ଚେକ୍ ଡ୍ୟାମ ନିର୍ମାଣ ଉପରେ ଗୁରୁତ୍ୱ ଦିଆଯାଇଛି। କମିଟି ଏହି ରିପୋର୍ଟ ଗୃହରେ ଉପସ୍ଥାପନ କରିଛି। ବିଭାଗ ଏହାକୁ କାର୍ଯ୍ୟକାରୀ କରିବ ବୋଲି ଆଶା। bbox=[408, 1368, 538, 1409]
history-item: ୧୯୩୦ ମାର୍ଚ୍ଚ ୧୨ରେ ମହାତ୍ମା ଗାନ୍ଧୀ ସାବରମତୀ ଆଶ୍ରମରୁ ଡାଣ୍ଡି ଅଭିଯାନ ଆରମ୍ଭ କରିଥିଲେ। ଲବଣ ସତ୍ୟାଗ୍ରହ ଭାରତ ସ୍ୱାଧୀନତା ସଂଗ୍ରାମର ଏକ ପ୍ରମୁଖ ଅଧ୍ୟାୟ ଥିଲା। ଏଥିରେ ହଜାର ହଜାର ଲୋକ ସାମିଲ ହୋଇଥିଲେ। bbox=[6, 492, 128, 554]
world-bullets bbox=[810, 108, 942, 188]
beijing-col-1 bbox=[140, 642, 280, 760]
irrigation-dateline: ଭୁବନେଶ୍ୱର, ୧୧।୩(ବ୍ୟୁରୋ) bbox=[142, 1275, 224, 1284]
lead-bullet-list bbox=[412, 148, 546, 256]
assembly-col-2: ଛିଡ଼ା ହୋଇଥିଲେ। ବିରୋଧୀ ଦଳ କଂଗ୍ରେସ ଓ ବିଜେପି ସଦସ୍ୟମାନେ ବିଭିନ୍ନ ପ୍ରସଙ୍ଗ ଉଠାଇ ହଟ୍ଟଗୋଳ କରିଥିଲେ। ବାଚସ୍ପତି ସୂର୍ଯ୍ୟନାରାୟଣ ପାତ୍ର ଗୃହକୁ ମୁଲତବି କରିଥିଲେ। bbox=[276, 836, 404, 888]
award-dateline: ଭୁବନେଶ୍ୱର, ୧୧।୩(ବ୍ୟୁରୋ) bbox=[682, 1047, 764, 1056]
iran-text bbox=[546, 494, 672, 760]
irrigation-tag: ଜଳସମ୍ପଦ ବିଭାଗ ଷ୍ଟାଣ୍ଡିଂ କମିଟି ସୁପାରିସ bbox=[282, 1266, 402, 1308]
shivakumar-col-2: ଶିବକୁମାର ଦଳର ସଂଗଠନକୁ ମଜଭୁତ କରିବେ ବୋଲି ଦଳ ଆଶା ରଖିଛି। ସେ ପୂର୍ବରୁ ରାଜ୍ୟରେ ଜଳସମ୍ପଦ ମନ୍ତ୍ରୀ ଥିଲେ। ଏହି ନିଯୁକ୍ତି ପାଇଁ ସେ ସୋନିଆ ଗାନ୍ଧୀଙ୍କୁ ଧନ୍ୟବାଦ ଜଣାଇଛନ୍ତି। bbox=[378, 492, 536, 533]
shg-col-3: ପୁରସ୍କାର ଦେବା ଲାଗି କମିଟି ସୁପାରିସ କରିଛି। ୨୦୨୦-୨୧ ବର୍ଷ ପାଇଁ ଅଧିକ ଅର୍ଥ ବରାଦ କରିବାକୁ କୁହାଯାଇଛି। ଗୋଷ୍ଠୀଙ୍କୁ ସହଜ ଋଣ ଯୋଗାଇ ଦିଆଯିବ। bbox=[410, 1070, 538, 1111]
rajya-khabar-label: ରାଜ୍ୟ ଖବର bbox=[840, 768, 940, 786]
mps-dateline: ଭୁବନେଶ୍ୱର, ୧୧।୩(ବ୍ୟୁରୋ) bbox=[4, 1101, 86, 1110]
hizbul-col-1 bbox=[684, 648, 808, 760]
shivakumar-col-1 bbox=[140, 492, 286, 600]
lead-bullets bbox=[412, 148, 546, 273]
award-photo bbox=[682, 880, 942, 1018]
beijing-col-2: ଚୀନ ପାକିସ୍ତାନ ଅଧିକୃତ କଶ୍ମୀରରେ ୫,୧୮୦ ବର୍ଗ କି.ମି. ଜମି ମଧ୍ୟ ଅକ୍ତିଆର କରିଛି। ଏହି ପ୍ରସଙ୍ଗରେ ଭାରତ ବାରମ୍ବାର ଆପତ୍ତି ଉଠାଇ ଆସୁଛି ବୋଲି ମନ୍ତ୍ରୀ ସୂଚନା ଦେଇଛନ୍ତି। bbox=[284, 686, 370, 759]
world-bullet: ବ୍ରିଟେନ ସ୍ୱାସ୍ଥ୍ୟମନ୍ତ୍ରୀଙ୍କୁ କରୋନା bbox=[810, 140, 942, 156]
